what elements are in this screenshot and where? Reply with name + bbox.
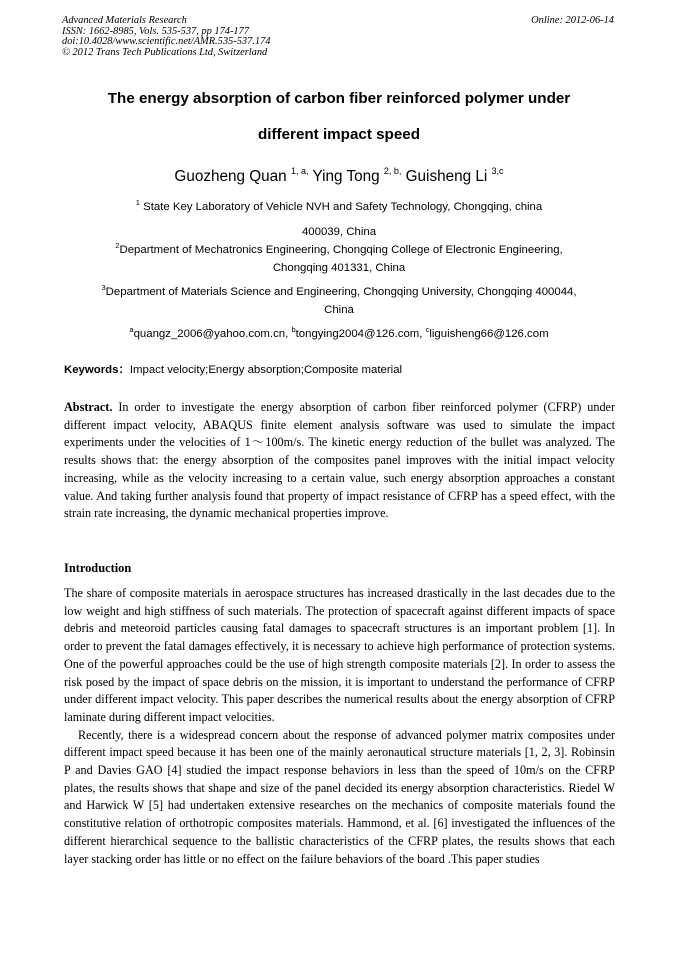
affiliation-text: China bbox=[324, 304, 354, 316]
author-name: Ying Tong bbox=[312, 168, 380, 185]
journal-header bbox=[62, 16, 270, 58]
affiliation-1 bbox=[40, 194, 638, 241]
section-heading-introduction: Introduction bbox=[64, 561, 132, 575]
email-link[interactable]: quangz_2006@yahoo.com.cn, bbox=[133, 328, 289, 340]
affiliation-text: Chongqing 401331, China bbox=[272, 262, 406, 274]
keywords bbox=[64, 361, 624, 377]
issn-line: ISSN: 1662-8985, Vols. 535-537, pp 174-177 bbox=[62, 25, 250, 37]
paragraph: The share of composite materials in aerospace structures has increased drastically in the last decades due to the low weight and high stiffness of such materials. The protection of spacecraft against different impacts of space debris and meteoroid particles causing fatal damages to spacecraft structures is an important problem [1]. In order to prevent the fatal damages effectively, it is necessary to achieve high performance of protection systems. One of the powerful approaches could be the use of high strength composite materials [2]. In order to assess the risk posed by the impact of space debris on the mission, it is important to understand the performance of CFRP under different impact velocity. This paper describes the numerical results about the energy absorption of CFRP laminate during different impact velocities. bbox=[64, 586, 615, 724]
email-mark: b bbox=[291, 325, 296, 334]
affiliation-3 bbox=[40, 279, 638, 319]
abstract-label: Abstract. bbox=[64, 400, 113, 414]
author-affiliation-mark: 1, a, bbox=[290, 166, 309, 176]
email-mark: a bbox=[129, 325, 134, 334]
affiliation-mark: 3 bbox=[101, 283, 106, 292]
abstract-text: In order to investigate the energy absorption of carbon fiber reinforced polymer (CFRP) under different impact velocity, ABAQUS finite element analysis software was used to simulate the impact experiments under the velocities of 1～100m/s. The kinetic energy reduction of the bullet was analyzed. The results shows that: the energy absorption of the composites panel improves with the initial impact velocity increasing, while as the velocity increasing to a certain value, such energy absorption approaches a constant value. And taking further analysis found that property of impact resistance of CFRP has a speed effect, with the strain rate increasing, the dynamic mechanical properties improve. bbox=[64, 400, 616, 521]
paragraph: Recently, there is a widespread concern about the response of advanced polymer matrix composites under different impact speed because it has been one of the mainly aeronautical structure materials [1, 2, 3]. Robinsin P and Davies GAO [4] studied the impact response behaviors in less than the speed of 10m/s on the CFRP plates, the results shows that shape and size of the panel decided its energy absorption characteristics. Riedel W and Harwick W [5] had undertaken extensive researches on the mechanics of composite materials found the constitutive relation of orthotropic composites materials. Hammond, et al. [6] investigated the influences of the different hierarchical sequence to the ballistic characteristics of the CFRP plates, the results shows that each layer stacking order has little or no effect on the failure behaviors of the board .This paper studies bbox=[64, 727, 615, 866]
author-list bbox=[40, 166, 638, 186]
keywords-label: Keywords： bbox=[64, 364, 130, 376]
keywords-text: Impact velocity;Energy absorption;Composite material bbox=[129, 364, 403, 376]
author-emails bbox=[40, 321, 638, 343]
author-name: Guisheng Li bbox=[405, 168, 488, 185]
affiliation-mark: 2 bbox=[115, 241, 120, 250]
affiliation-text: Department of Mechatronics Engineering, Chongqing College of Electronic Engineering, bbox=[119, 244, 563, 256]
affiliation-text: State Key Laboratory of Vehicle NVH and Safety Technology, Chongqing, china bbox=[143, 201, 543, 213]
paper-title-line-2: different impact speed bbox=[257, 126, 421, 143]
paper-title-line-1: The energy absorption of carbon fiber reinforced polymer under bbox=[107, 90, 571, 107]
author-name: Guozheng Quan bbox=[174, 168, 287, 185]
copyright-line: © 2012 Trans Tech Publications Ltd, Switzerland bbox=[62, 46, 268, 58]
introduction-body bbox=[64, 585, 615, 868]
author-affiliation-mark: 3,c bbox=[491, 166, 504, 176]
author-affiliation-mark: 2, b, bbox=[383, 166, 402, 176]
affiliation-mark: 1 bbox=[135, 198, 140, 207]
affiliation-2 bbox=[40, 237, 638, 277]
journal-name: Advanced Materials Research bbox=[62, 15, 187, 26]
affiliation-text: Department of Materials Science and Engineering, Chongqing University, Chongqing 400044, bbox=[105, 286, 577, 298]
email-link[interactable]: liguisheng66@126.com bbox=[429, 328, 549, 340]
email-link[interactable]: tongying2004@126.com, bbox=[295, 328, 423, 340]
email-mark: c bbox=[425, 325, 430, 334]
doi-line[interactable]: doi:10.4028/www.scientific.net/AMR.535-537.174 bbox=[62, 36, 271, 47]
affiliation-text: 400039, China bbox=[301, 226, 377, 238]
online-date: Online: 2012-06-14 bbox=[531, 15, 614, 26]
abstract bbox=[64, 399, 615, 523]
